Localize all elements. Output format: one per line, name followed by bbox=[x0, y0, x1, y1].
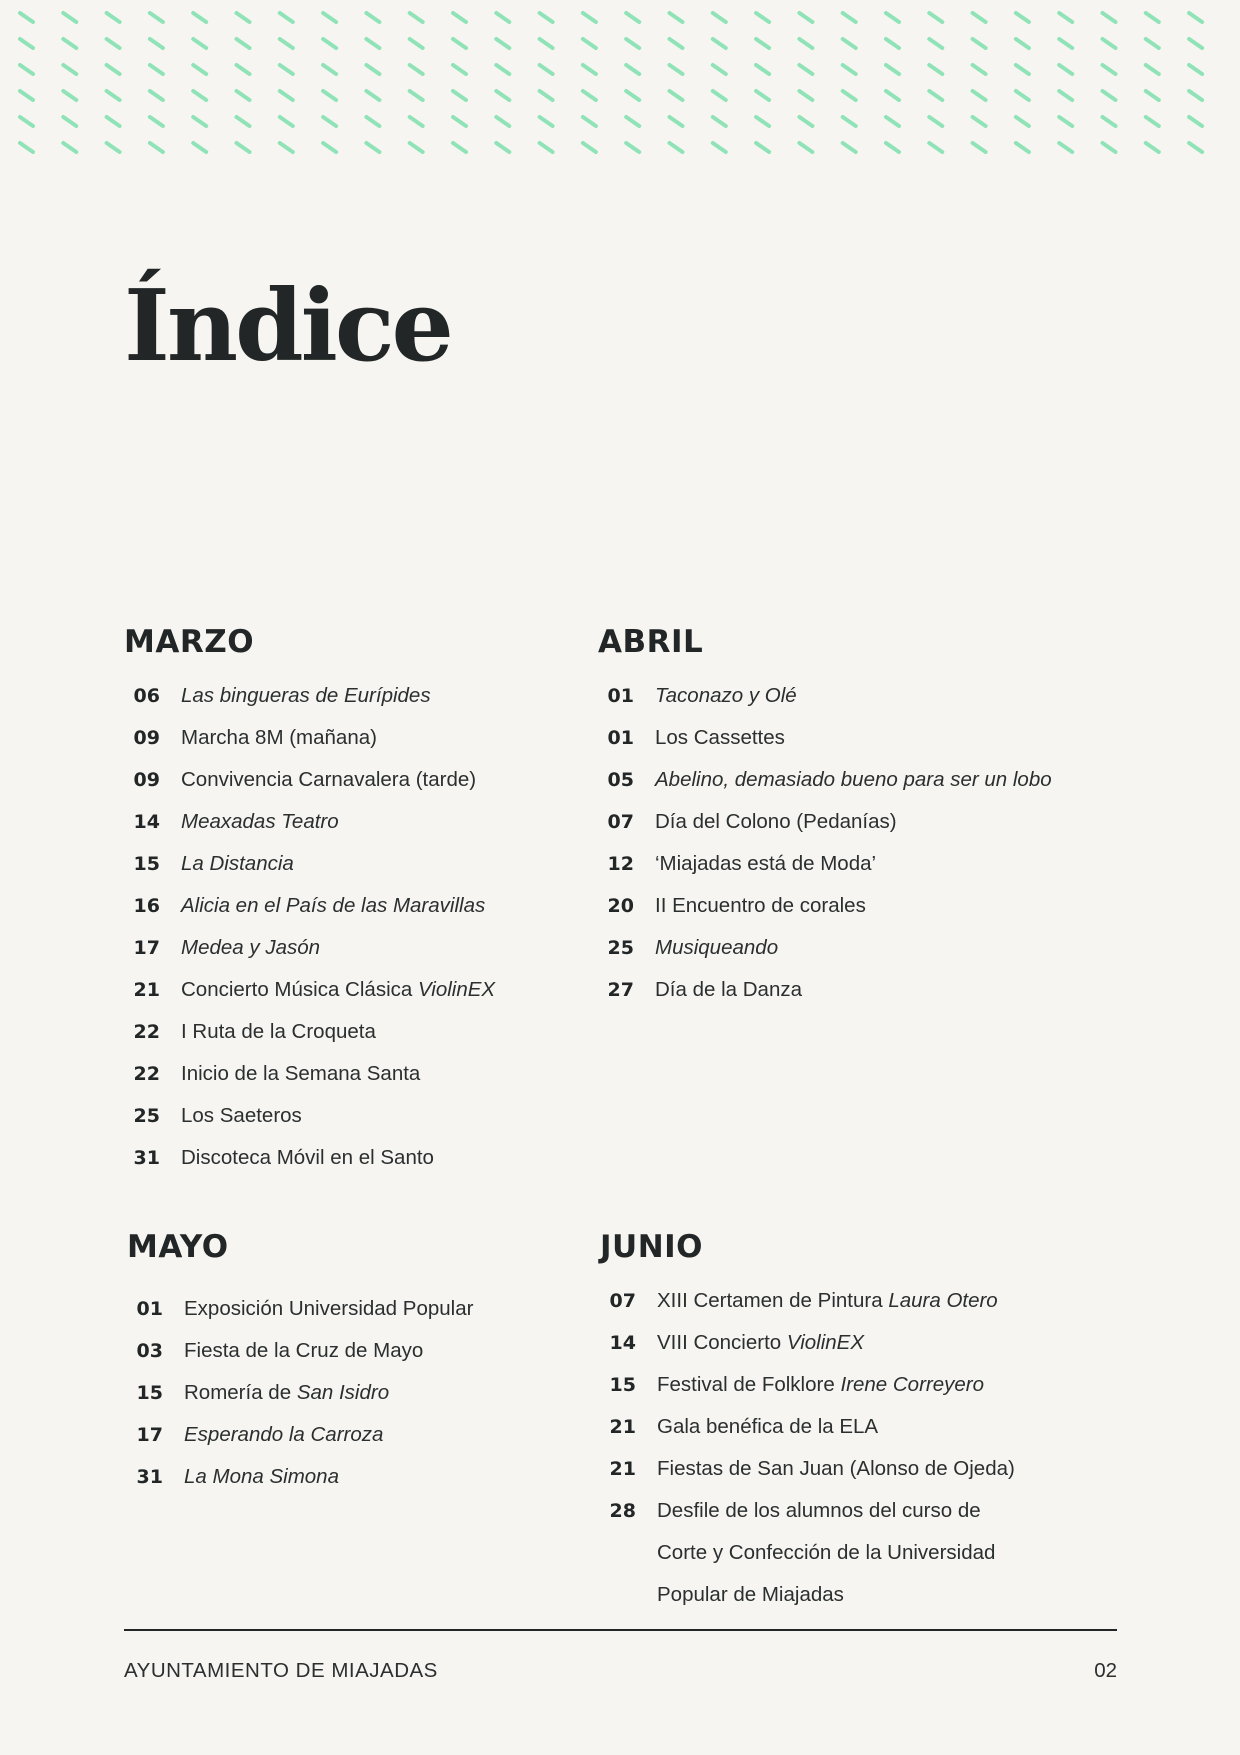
event-day: 22 bbox=[133, 1021, 160, 1043]
event-title: Desfile de los alumnos del curso de Corte y Confección de la Universidad Popular de Miajadas bbox=[657, 1499, 996, 1606]
decorative-dash bbox=[280, 117, 293, 126]
decorative-dash bbox=[20, 65, 33, 74]
event-item bbox=[600, 1406, 1070, 1448]
decorative-dash bbox=[150, 13, 163, 22]
month-heading-mayo: MAYO bbox=[127, 1229, 229, 1265]
decorative-dash bbox=[280, 65, 293, 74]
decorative-dash bbox=[63, 91, 76, 100]
decorative-dash bbox=[453, 39, 466, 48]
event-item bbox=[598, 843, 1158, 885]
event-item bbox=[598, 801, 1158, 843]
decorative-dash bbox=[107, 13, 120, 22]
event-item bbox=[598, 969, 1158, 1011]
event-list-marzo bbox=[124, 675, 564, 1179]
decorative-dash bbox=[973, 39, 986, 48]
decorative-dash bbox=[1189, 143, 1202, 152]
event-day: 21 bbox=[609, 1458, 636, 1480]
event-day: 25 bbox=[607, 937, 634, 959]
event-item bbox=[124, 1053, 564, 1095]
event-day: 17 bbox=[136, 1424, 163, 1446]
decorative-dash bbox=[1103, 65, 1116, 74]
decorative-dash bbox=[107, 65, 120, 74]
decorative-dash bbox=[670, 39, 683, 48]
event-item bbox=[124, 717, 564, 759]
event-item bbox=[124, 1137, 564, 1179]
decorative-dash bbox=[756, 117, 769, 126]
event-item bbox=[600, 1280, 1070, 1322]
event-title: Marcha 8M (mañana) bbox=[181, 726, 377, 749]
decorative-dash bbox=[1059, 65, 1072, 74]
event-item bbox=[600, 1322, 1070, 1364]
decorative-dash bbox=[670, 143, 683, 152]
decorative-dash bbox=[1189, 117, 1202, 126]
decorative-dash bbox=[496, 13, 509, 22]
decorative-dash bbox=[237, 91, 250, 100]
decorative-dash bbox=[193, 143, 206, 152]
month-heading-marzo: MARZO bbox=[124, 624, 255, 660]
event-title: II Encuentro de corales bbox=[655, 894, 866, 917]
event-title: Irene Correyero bbox=[840, 1373, 984, 1396]
decorative-dash bbox=[1146, 117, 1159, 126]
event-title: Los Saeteros bbox=[181, 1104, 302, 1127]
decorative-dash bbox=[150, 91, 163, 100]
decorative-dash bbox=[107, 143, 120, 152]
decorative-dash bbox=[1059, 13, 1072, 22]
event-day: 21 bbox=[133, 979, 160, 1001]
event-day: 14 bbox=[133, 811, 160, 833]
event-title: Alicia en el País de las Maravillas bbox=[181, 894, 486, 917]
event-item bbox=[598, 927, 1158, 969]
decorative-dash bbox=[1016, 117, 1029, 126]
event-day: 07 bbox=[607, 811, 634, 833]
event-item bbox=[600, 1490, 1030, 1616]
decorative-dash bbox=[626, 143, 639, 152]
event-title: Exposición Universidad Popular bbox=[184, 1297, 474, 1320]
event-day: 15 bbox=[133, 853, 160, 875]
decorative-dash bbox=[323, 143, 336, 152]
decorative-dash bbox=[453, 65, 466, 74]
decorative-dash bbox=[1103, 117, 1116, 126]
decorative-dash bbox=[670, 117, 683, 126]
event-item bbox=[124, 927, 564, 969]
decorative-dash bbox=[193, 39, 206, 48]
decorative-dash bbox=[886, 39, 899, 48]
decorative-dash bbox=[1146, 65, 1159, 74]
decorative-dash bbox=[1103, 143, 1116, 152]
event-item bbox=[600, 1364, 1070, 1406]
decorative-dash bbox=[756, 13, 769, 22]
event-item bbox=[124, 801, 564, 843]
decorative-dash bbox=[713, 65, 726, 74]
decorative-dash bbox=[583, 13, 596, 22]
decorative-dash bbox=[756, 143, 769, 152]
decorative-dash bbox=[929, 117, 942, 126]
decorative-dash bbox=[280, 143, 293, 152]
footer-organization: AYUNTAMIENTO DE MIAJADAS bbox=[124, 1659, 438, 1682]
event-title: Medea y Jasón bbox=[181, 936, 321, 959]
decorative-dash bbox=[410, 39, 423, 48]
decorative-dash bbox=[1189, 39, 1202, 48]
decorative-dash bbox=[1059, 91, 1072, 100]
decorative-dash bbox=[20, 91, 33, 100]
decorative-dash bbox=[843, 65, 856, 74]
event-item bbox=[127, 1456, 567, 1498]
event-item bbox=[598, 717, 1158, 759]
event-title: XIII Certamen de Pintura bbox=[657, 1289, 889, 1312]
event-day: 09 bbox=[133, 727, 160, 749]
event-title: Laura Otero bbox=[888, 1289, 998, 1312]
event-day: 09 bbox=[133, 769, 160, 791]
decorative-dash bbox=[973, 65, 986, 74]
decorative-dash bbox=[583, 39, 596, 48]
event-title: I Ruta de la Croqueta bbox=[181, 1020, 376, 1043]
decorative-dash bbox=[410, 13, 423, 22]
decorative-dash bbox=[929, 143, 942, 152]
section-mayo bbox=[127, 1229, 567, 1498]
decorative-dash bbox=[540, 65, 553, 74]
decorative-dash bbox=[929, 91, 942, 100]
decorative-dash bbox=[799, 65, 812, 74]
decorative-dash bbox=[583, 117, 596, 126]
decorative-dash bbox=[150, 39, 163, 48]
decorative-dash bbox=[496, 117, 509, 126]
decorative-dash bbox=[756, 39, 769, 48]
decorative-dash bbox=[1059, 117, 1072, 126]
decorative-dash bbox=[453, 117, 466, 126]
decorative-dash bbox=[973, 117, 986, 126]
decorative-dash bbox=[670, 13, 683, 22]
decorative-dash bbox=[1016, 65, 1029, 74]
decorative-dash bbox=[496, 65, 509, 74]
decorative-dash bbox=[1103, 39, 1116, 48]
section-abril bbox=[598, 624, 1158, 1011]
decorative-dash bbox=[670, 65, 683, 74]
decorative-dash bbox=[626, 117, 639, 126]
decorative-dash bbox=[799, 39, 812, 48]
event-day: 25 bbox=[133, 1105, 160, 1127]
decorative-dash bbox=[1146, 39, 1159, 48]
decorative-dash bbox=[237, 13, 250, 22]
event-title: VIII Concierto bbox=[657, 1331, 787, 1354]
decorative-dash bbox=[150, 143, 163, 152]
event-day: 20 bbox=[607, 895, 634, 917]
decorative-dash bbox=[366, 143, 379, 152]
decorative-dash bbox=[1189, 65, 1202, 74]
event-list-mayo bbox=[127, 1288, 567, 1498]
event-item bbox=[598, 885, 1158, 927]
decorative-dash bbox=[843, 117, 856, 126]
event-title: Esperando la Carroza bbox=[184, 1423, 384, 1446]
event-title: ViolinEX bbox=[786, 1331, 865, 1354]
decorative-dash bbox=[1103, 13, 1116, 22]
decorative-dash bbox=[1146, 143, 1159, 152]
event-title: Día de la Danza bbox=[655, 978, 803, 1001]
event-item bbox=[124, 1095, 564, 1137]
decorative-dash bbox=[366, 117, 379, 126]
decorative-dash bbox=[886, 143, 899, 152]
decorative-dash bbox=[20, 143, 33, 152]
footer-page-number: 02 bbox=[1094, 1659, 1117, 1682]
decorative-dash bbox=[626, 39, 639, 48]
decorative-dash bbox=[626, 91, 639, 100]
decorative-dash bbox=[540, 143, 553, 152]
decorative-dash bbox=[886, 13, 899, 22]
event-title: La Distancia bbox=[181, 852, 294, 875]
decorative-dash bbox=[886, 91, 899, 100]
decorative-dash bbox=[670, 91, 683, 100]
decorative-dash bbox=[1016, 91, 1029, 100]
decorative-dash bbox=[193, 91, 206, 100]
decorative-dash bbox=[540, 117, 553, 126]
decorative-dash bbox=[410, 65, 423, 74]
decorative-dash bbox=[540, 39, 553, 48]
decorative-dash bbox=[1059, 143, 1072, 152]
decorative-dash bbox=[973, 91, 986, 100]
decorative-dash bbox=[713, 13, 726, 22]
event-day: 05 bbox=[607, 769, 634, 791]
event-title: ‘Miajadas está de Moda’ bbox=[655, 852, 877, 875]
event-title: Musiqueando bbox=[655, 936, 779, 959]
decorative-dash bbox=[799, 143, 812, 152]
decorative-dash bbox=[1103, 91, 1116, 100]
decorative-dash bbox=[843, 91, 856, 100]
event-title: Los Cassettes bbox=[655, 726, 785, 749]
decorative-dash bbox=[886, 117, 899, 126]
event-item bbox=[124, 759, 564, 801]
event-title: Día del Colono (Pedanías) bbox=[655, 810, 897, 833]
event-day: 01 bbox=[607, 727, 634, 749]
decorative-dash bbox=[193, 117, 206, 126]
decorative-dash bbox=[843, 143, 856, 152]
event-item bbox=[124, 885, 564, 927]
decorative-dash bbox=[63, 39, 76, 48]
event-title: Inicio de la Semana Santa bbox=[181, 1062, 421, 1085]
decorative-dash bbox=[63, 65, 76, 74]
event-title: Taconazo y Olé bbox=[655, 684, 797, 707]
event-title: Romería de bbox=[184, 1381, 297, 1404]
decorative-dash bbox=[843, 39, 856, 48]
decorative-dash bbox=[280, 39, 293, 48]
event-title: Discoteca Móvil en el Santo bbox=[181, 1146, 434, 1169]
decorative-dash bbox=[20, 39, 33, 48]
event-title: Concierto Música Clásica bbox=[181, 978, 418, 1001]
decorative-dash bbox=[540, 13, 553, 22]
event-day: 27 bbox=[607, 979, 634, 1001]
decorative-dash bbox=[323, 13, 336, 22]
event-item bbox=[124, 675, 564, 717]
event-title: Las bingueras de Eurípides bbox=[181, 684, 431, 707]
decorative-dash bbox=[799, 91, 812, 100]
event-day: 03 bbox=[136, 1340, 163, 1362]
decorative-dash bbox=[626, 65, 639, 74]
decorative-dash bbox=[973, 13, 986, 22]
decorative-dash bbox=[496, 91, 509, 100]
event-day: 07 bbox=[609, 1290, 636, 1312]
event-title: Meaxadas Teatro bbox=[181, 810, 339, 833]
decorative-dash bbox=[1189, 91, 1202, 100]
section-junio bbox=[600, 1229, 1070, 1616]
decorative-dash bbox=[366, 91, 379, 100]
decorative-dash bbox=[150, 65, 163, 74]
decorative-dash bbox=[583, 91, 596, 100]
decorative-dash bbox=[20, 117, 33, 126]
event-day: 28 bbox=[609, 1500, 636, 1522]
event-day: 15 bbox=[609, 1374, 636, 1396]
decorative-dash bbox=[410, 143, 423, 152]
decorative-dash bbox=[453, 13, 466, 22]
event-title: Fiesta de la Cruz de Mayo bbox=[184, 1339, 424, 1362]
event-item bbox=[127, 1330, 567, 1372]
event-item bbox=[124, 843, 564, 885]
decorative-dash bbox=[799, 13, 812, 22]
event-item bbox=[598, 675, 1158, 717]
month-heading-abril: ABRIL bbox=[598, 624, 704, 660]
event-item bbox=[600, 1448, 1070, 1490]
event-list-abril bbox=[598, 675, 1158, 1011]
decorative-dash bbox=[193, 13, 206, 22]
event-title: San Isidro bbox=[296, 1381, 390, 1404]
decorative-dash bbox=[756, 91, 769, 100]
decorative-dash bbox=[1146, 91, 1159, 100]
decorative-dash bbox=[107, 91, 120, 100]
decorative-dash bbox=[886, 65, 899, 74]
event-title: Gala benéfica de la ELA bbox=[657, 1415, 879, 1438]
decorative-dash bbox=[713, 39, 726, 48]
event-title: Festival de Folklore bbox=[657, 1373, 841, 1396]
decorative-dash bbox=[583, 65, 596, 74]
event-day: 01 bbox=[607, 685, 634, 707]
event-day: 12 bbox=[607, 853, 634, 875]
decorative-dash bbox=[150, 117, 163, 126]
decorative-dash bbox=[63, 13, 76, 22]
section-marzo bbox=[124, 624, 564, 1179]
decorative-dash bbox=[107, 117, 120, 126]
decorative-dash bbox=[453, 91, 466, 100]
decorative-dash bbox=[280, 91, 293, 100]
event-day: 06 bbox=[133, 685, 160, 707]
decorative-dash bbox=[237, 65, 250, 74]
event-list-junio bbox=[600, 1280, 1070, 1616]
decorative-dash bbox=[713, 143, 726, 152]
decorative-dash bbox=[107, 39, 120, 48]
decorative-dash bbox=[323, 65, 336, 74]
decorative-dash bbox=[63, 143, 76, 152]
decorative-dash bbox=[323, 39, 336, 48]
decorative-dash bbox=[496, 39, 509, 48]
event-day: 31 bbox=[133, 1147, 160, 1169]
decorative-dash bbox=[237, 117, 250, 126]
event-item bbox=[598, 759, 1158, 801]
decorative-dash bbox=[20, 13, 33, 22]
event-title: La Mona Simona bbox=[184, 1465, 339, 1488]
decorative-dash bbox=[1016, 13, 1029, 22]
event-day: 21 bbox=[609, 1416, 636, 1438]
decorative-dash bbox=[756, 65, 769, 74]
decorative-dash bbox=[366, 39, 379, 48]
decorative-dash bbox=[1189, 13, 1202, 22]
event-item bbox=[124, 969, 564, 1011]
event-day: 31 bbox=[136, 1466, 163, 1488]
decorative-dash bbox=[713, 91, 726, 100]
event-day: 22 bbox=[133, 1063, 160, 1085]
decorative-dash bbox=[843, 13, 856, 22]
decorative-dash bbox=[929, 13, 942, 22]
decorative-dash bbox=[280, 13, 293, 22]
month-heading-junio: JUNIO bbox=[600, 1229, 704, 1265]
decorative-dash bbox=[1146, 13, 1159, 22]
event-title: Fiestas de San Juan (Alonso de Ojeda) bbox=[657, 1457, 1015, 1480]
decorative-dash bbox=[323, 117, 336, 126]
decorative-dash bbox=[323, 91, 336, 100]
decorative-dash bbox=[63, 117, 76, 126]
decorative-dash bbox=[496, 143, 509, 152]
decorative-dash bbox=[453, 143, 466, 152]
footer-divider bbox=[124, 1629, 1117, 1631]
decorative-dash bbox=[1059, 39, 1072, 48]
event-day: 17 bbox=[133, 937, 160, 959]
event-title: Convivencia Carnavalera (tarde) bbox=[181, 768, 477, 791]
event-day: 16 bbox=[133, 895, 160, 917]
decorative-dash bbox=[366, 13, 379, 22]
decorative-dash bbox=[929, 65, 942, 74]
decorative-dash-pattern bbox=[0, 0, 1240, 190]
decorative-dash bbox=[1016, 39, 1029, 48]
decorative-dash bbox=[410, 91, 423, 100]
event-item bbox=[127, 1288, 567, 1330]
event-title: Abelino, demasiado bueno para ser un lobo bbox=[655, 768, 1052, 791]
decorative-dash bbox=[237, 39, 250, 48]
page-title: Índice bbox=[124, 269, 451, 384]
event-item bbox=[127, 1372, 567, 1414]
decorative-dash bbox=[237, 143, 250, 152]
event-day: 15 bbox=[136, 1382, 163, 1404]
decorative-dash bbox=[626, 13, 639, 22]
decorative-dash bbox=[799, 117, 812, 126]
event-day: 14 bbox=[609, 1332, 636, 1354]
decorative-dash bbox=[973, 143, 986, 152]
decorative-dash bbox=[713, 117, 726, 126]
decorative-dash bbox=[1016, 143, 1029, 152]
decorative-dash bbox=[583, 143, 596, 152]
decorative-dash bbox=[366, 65, 379, 74]
event-title: ViolinEX bbox=[417, 978, 496, 1001]
decorative-dash bbox=[410, 117, 423, 126]
decorative-dash bbox=[929, 39, 942, 48]
event-item bbox=[124, 1011, 564, 1053]
decorative-dash bbox=[193, 65, 206, 74]
event-item bbox=[127, 1414, 567, 1456]
decorative-dash bbox=[540, 91, 553, 100]
event-day: 01 bbox=[136, 1298, 163, 1320]
